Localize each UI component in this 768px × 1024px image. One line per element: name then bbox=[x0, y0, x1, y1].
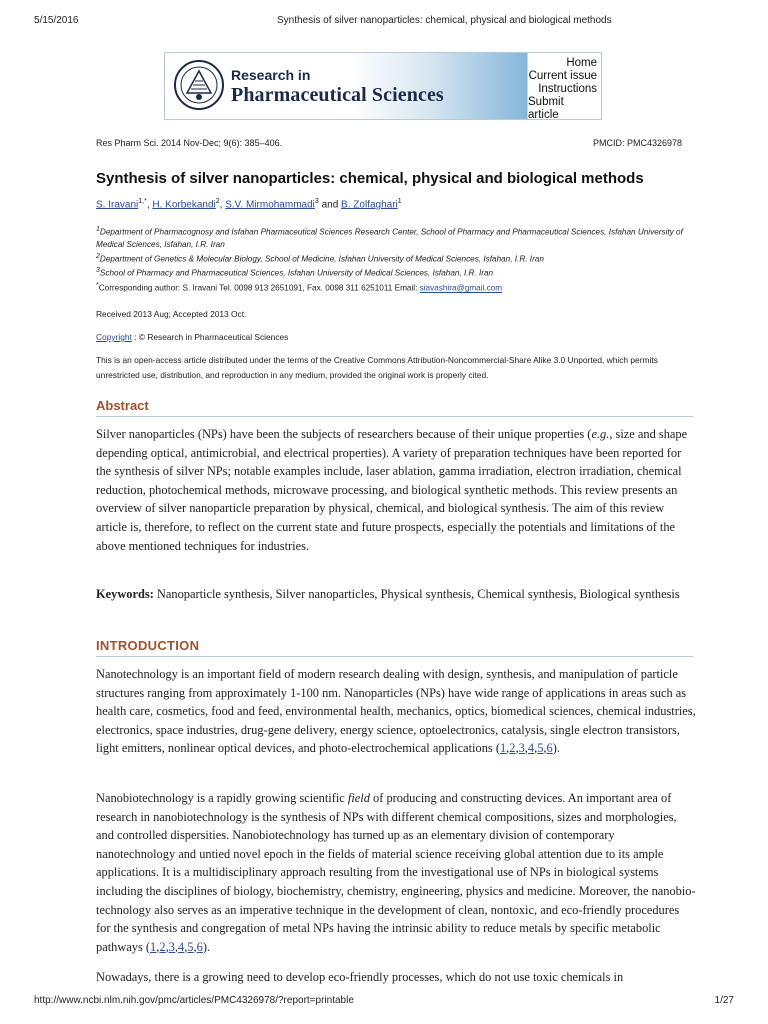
nav-instructions-link[interactable]: Instructions bbox=[538, 83, 597, 95]
print-footer bbox=[34, 995, 734, 1006]
author-list: S. Iravani$^{1,*}$, H. Korbekandi$^2$, S.V. Mirmohammadi$^3$ and B. Zolfaghari$^1$ bbox=[96, 198, 402, 211]
keywords bbox=[96, 585, 696, 604]
intro-paragraph-3: Nowadays, there is a growing need to develop eco-friendly processes, which do not use toxic chemicals in bbox=[96, 970, 624, 984]
abstract-eg: e.g. bbox=[591, 427, 610, 441]
author-link[interactable]: B. Zolfaghari bbox=[341, 199, 398, 211]
ref-link[interactable]: 6 bbox=[546, 741, 553, 756]
print-page-number: 1/27 bbox=[714, 995, 734, 1006]
corresponding-sup: * bbox=[96, 282, 99, 290]
intro-paragraph-text: Nanotechnology is an important field of modern research dealing with design, synthesis, and manipulation of particle structures ranging from approximately 1-100 nm. Nanoparticles (NPs) have wide range of applications in areas such as health care, cosmetics, food and feed, environmental health, mechanics, optics, biomedical sciences, chemical industries, electronics, space industries, drug-gene delivery, energy science, optoelectronics, catalysis, single electron transistors, light emitters, nonlinear optical devices, and photo-electrochemical applications bbox=[96, 667, 696, 756]
ref-link[interactable]: 6 bbox=[196, 939, 203, 954]
author-link[interactable]: H. Korbekandi bbox=[152, 199, 216, 211]
copyright-link[interactable]: Copyright bbox=[96, 332, 132, 342]
ref-link[interactable]: 5 bbox=[187, 939, 194, 954]
author-sup: 3 bbox=[314, 198, 319, 205]
abstract-text-part: , size and shape depending optical, antimicrobial, and electrical properties). A variety of preparation techniques have been reported for the synthesis of silver NPs; notable examples include, laser ablation, gamma irradiation, electron irradiation, chemical reduction, photochemical methods, microwave processing, and biological synthetic methods. This review presents an overview of silver nanoparticle preparation by physical, chemical, and biological synthesis. The aim of this review article is, therefore, to reflect on the current state and future prospects, especially the potentials and limitations of the above mentioned techniques for industries. bbox=[96, 427, 688, 553]
pmcid: PMCID: PMC4326978 bbox=[592, 138, 682, 148]
citation-text: Res Pharm Sci. 2014 Nov-Dec; 9(6): 385–406. bbox=[96, 138, 283, 148]
affiliation-text: Department of Genetics & Molecular Biology, School of Medicine, Isfahan University of Medical Sciences, Isfahan, I.R. Iran bbox=[99, 254, 544, 264]
print-url: http://www.ncbi.nlm.nih.gov/pmc/articles/PMC4326978/?report=printable bbox=[34, 995, 354, 1006]
author-sup: 1 bbox=[397, 198, 402, 205]
brand-pharmaceutical-sciences: Pharmaceutical Sciences bbox=[231, 84, 444, 106]
print-date: 5/15/2016 bbox=[34, 15, 79, 26]
keywords-text: Nanoparticle synthesis, Silver nanoparticles, Physical synthesis, Chemical synthesis, Biological synthesis bbox=[153, 587, 680, 601]
author-link[interactable]: S.V. Mirmohammadi bbox=[225, 199, 315, 211]
ref-link[interactable]: 3 bbox=[518, 741, 525, 756]
journal-seal-icon bbox=[173, 59, 225, 111]
affiliation-sup: 2 bbox=[96, 252, 100, 260]
ref-link[interactable]: 2 bbox=[509, 741, 516, 756]
abstract-text bbox=[96, 425, 696, 555]
author-sup: 2 bbox=[215, 198, 220, 205]
ref-link[interactable]: 5 bbox=[537, 741, 544, 756]
email-link[interactable]: siavashira@gmail.com bbox=[419, 283, 503, 293]
copyright-text: : © Research in Pharmaceutical Sciences bbox=[131, 332, 289, 342]
ref-link[interactable]: 4 bbox=[527, 741, 535, 756]
license-text: This is an open-access article distributed under the terms of the Creative Commons Attribution-Noncommercial-Share Alike 3.0 Unported, which permits unrestricted use, distribution, and reproduction in any medium, provided the original work is properly cited. bbox=[96, 355, 658, 380]
intro-field-word: field bbox=[347, 791, 370, 805]
affiliation bbox=[96, 265, 696, 280]
brand-research-in: Research in bbox=[231, 67, 311, 83]
abstract-text-part: Silver nanoparticles (NPs) have been the subjects of researchers because of their unique properties ( bbox=[96, 427, 592, 441]
abstract-heading: Abstract bbox=[96, 398, 693, 417]
corresponding-author bbox=[96, 280, 696, 295]
affiliation-text: School of Pharmacy and Pharmaceutical Sciences, Isfahan University of Medical Sciences, Isfahan, I.R. Iran bbox=[99, 269, 494, 279]
affiliation bbox=[96, 224, 696, 251]
intro-paragraph-1: Nanotechnology is an important field of modern research dealing with design, synthesis, and manipulation of particle structures ranging from approximately 1-100 nm. Nanoparticles (NPs) have wide range of applications in areas such as health care, cosmetics, food and feed, environmental health, mechanics, optics, biomedical sciences, chemical industries, electronics, space industries, drug-gene delivery, energy science, optoelectronics, catalysis, single electron transistors, light emitters, nonlinear optical devices, and photo-electrochemical applications (1,2,3,4,5,6). bbox=[96, 667, 696, 756]
introduction-heading: INTRODUCTION bbox=[96, 638, 693, 657]
affiliation bbox=[96, 251, 696, 266]
author-sup: 1,* bbox=[138, 198, 147, 205]
nav-home-link[interactable]: Home bbox=[566, 57, 597, 69]
affiliation-sup: 1 bbox=[96, 226, 100, 233]
nav-current-issue-link[interactable]: Current issue bbox=[528, 70, 597, 82]
ref-link[interactable]: 1 bbox=[499, 741, 507, 756]
citation-meta bbox=[96, 138, 682, 148]
ref-link[interactable]: 3 bbox=[168, 939, 175, 954]
affiliations bbox=[96, 224, 696, 295]
intro-paragraph-text: Nanobiotechnology is a rapidly growing scientific bbox=[96, 791, 348, 805]
author-link[interactable]: S. Iravani bbox=[96, 199, 139, 211]
ref-link[interactable]: 1 bbox=[150, 939, 157, 954]
affiliation-text: Department of Pharmacognosy and Isfahan Pharmaceutical Sciences Research Center, School of Pharmacy and Pharmaceutical Sciences, Isfahan University of Medical Sciences, Isfahan, I.R. Iran bbox=[96, 227, 683, 249]
banner-nav bbox=[527, 53, 601, 119]
keywords-label: Keywords: bbox=[96, 587, 154, 601]
article-title: Synthesis of silver nanoparticles: chemical, physical and biological methods bbox=[96, 170, 644, 187]
print-header bbox=[34, 15, 734, 26]
print-page-title: Synthesis of silver nanoparticles: chemical, physical and biological methods bbox=[277, 15, 612, 26]
affiliation-sup: 3 bbox=[96, 267, 100, 275]
journal-banner bbox=[164, 52, 602, 120]
received-dates: Received 2013 Aug; Accepted 2013 Oct. bbox=[96, 309, 247, 319]
corresponding-text: Corresponding author: S. Iravani Tel. 0098 913 2651091, Fax. 0098 311 6251011 Email: bbox=[98, 283, 420, 293]
authors-and: and bbox=[321, 199, 339, 211]
nav-submit-article-link[interactable]: Submit article bbox=[528, 96, 564, 120]
copyright-line bbox=[96, 332, 696, 342]
ref-link[interactable]: 2 bbox=[159, 939, 166, 954]
ref-link[interactable]: 4 bbox=[177, 939, 185, 954]
intro-paragraph-2: Nanobiotechnology is a rapidly growing scientific field of producing and constructing devices. An important area of research in nanobiotechnology is the synthesis of NPs with different chemical compositions, sizes and morphologies, and controlled dispersities. Nanobiotechnology has turned up as an elementary division of contemporary nanotechnology and untied novel epoch in the fields of material science receiving global attention due to its ample applications. It is a multidisciplinary approach resulting from the investigational use of NPs in biological systems including the disciplines of biology, biochemistry, chemistry, engineering, physics and medicine. Moreover, the nanobio-technology also serves as an imperative technique in the development of clean, nontoxic, and eco-friendly procedures for the synthesis and congregation of metal NPs having the intrinsic ability to reduce metals by specific metabolic pathways (1,2,3,4,5,6). bbox=[96, 791, 696, 954]
intro-paragraph-text: of producing and constructing devices. An important area of research in nanobiotechnology is the synthesis of NPs with different chemical compositions, sizes and morphologies, and controlled dispersities. Nanobiotechnology has turned up as an elementary division of contemporary nanotechnology and untied novel epoch in the fields of material science receiving global attention due to its ample applications. It is a multidisciplinary approach resulting from the investigational use of NPs in biological systems including the disciplines of biology, biochemistry, chemistry, engineering, physics and medicine. Moreover, the nanobio-technology also serves as an imperative technique in the development of clean, nontoxic, and eco-friendly procedures for the synthesis and congregation of metal NPs having the intrinsic ability to reduce metals by specific metabolic pathways bbox=[96, 791, 696, 954]
